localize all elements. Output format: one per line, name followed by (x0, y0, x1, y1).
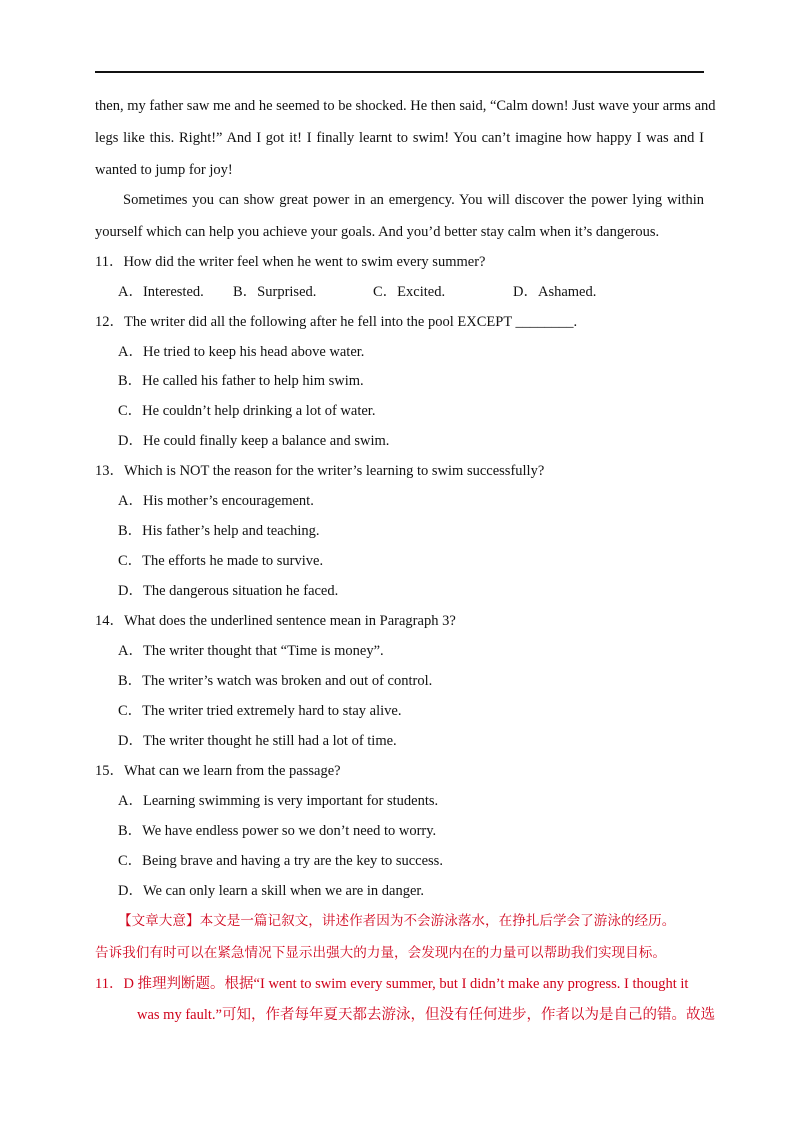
summary-text-1: 本文是一篇记叙文，讲述作者因为不会游泳落水，在挣扎后学会了游泳的经历。 (199, 913, 676, 929)
question-13-stem: 13．Which is NOT the reason for the writer’s learning to swim successfully? (95, 463, 545, 479)
passage-line-1: then, my father saw me and he seemed to be shocked. He then said, “Calm down! Just wave your arms and (95, 98, 716, 114)
question-13-option-b[interactable]: B．His father’s help and teaching. (118, 523, 320, 539)
option-b[interactable]: B．Surprised. (233, 284, 317, 300)
question-12-option-b[interactable]: B．He called his father to help him swim. (118, 373, 364, 389)
question-13-option-d[interactable]: D．The dangerous situation he faced. (118, 583, 339, 599)
option-d[interactable]: D．Ashamed. (513, 284, 597, 300)
question-11-stem: 11．How did the writer feel when he went to swim every summer? (95, 254, 486, 270)
passage-line-3: wanted to jump for joy! (95, 162, 233, 178)
option-a[interactable]: A．Interested. (118, 284, 204, 300)
question-12-stem: 12．The writer did all the following after he fell into the pool EXCEPT ________. (95, 314, 578, 330)
question-14-stem: 14．What does the underlined sentence mean in Paragraph 3? (95, 613, 456, 629)
summary-tag: 【文章大意】 (118, 913, 200, 929)
question-15-option-a[interactable]: A．Learning swimming is very important for students. (118, 793, 439, 809)
question-14-option-c[interactable]: C．The writer tried extremely hard to stay alive. (118, 703, 402, 719)
question-14-option-b[interactable]: B．The writer’s watch was broken and out of control. (118, 673, 433, 689)
question-15-stem: 15．What can we learn from the passage? (95, 763, 341, 779)
question-15-option-c[interactable]: C．Being brave and having a try are the key to success. (118, 853, 443, 869)
passage-line-5: yourself which can help you achieve your goals. And you’d better stay calm when it’s dangerous. (95, 224, 660, 240)
header-rule (95, 71, 704, 73)
question-14-option-a[interactable]: A．The writer thought that “Time is money”. (118, 643, 384, 659)
question-14-option-d[interactable]: D．The writer thought he still had a lot of time. (118, 733, 397, 749)
question-12-option-a[interactable]: A．He tried to keep his head above water. (118, 344, 365, 360)
summary-line-1 (118, 911, 704, 931)
answer-11-line-1: 11．D 推理判断题。根据“I went to swim every summer, but I didn’t make any progress. I thought it (95, 976, 689, 992)
question-13-option-c[interactable]: C．The efforts he made to survive. (118, 553, 324, 569)
question-15-option-d[interactable]: D．We can only learn a skill when we are in danger. (118, 883, 425, 899)
question-12-option-c[interactable]: C．He couldn’t help drinking a lot of water. (118, 403, 376, 419)
answer-11-line-2: was my fault.”可知，作者每年夏天都去游泳，但没有任何进步，作者以为是自己的错。故选 (137, 1007, 715, 1023)
passage-line-2: legs like this. Right!” And I got it! I finally learnt to swim! You can’t imagine how happy I was and I (95, 130, 704, 146)
passage-line-4: Sometimes you can show great power in an emergency. You will discover the power lying within (123, 192, 704, 208)
summary-line-2: 告诉我们有时可以在紧急情况下显示出强大的力量，会发现内在的力量可以帮助我们实现目标。 (95, 945, 666, 961)
question-12-option-d[interactable]: D．He could finally keep a balance and swim. (118, 433, 390, 449)
question-15-option-b[interactable]: B．We have endless power so we don’t need to worry. (118, 823, 437, 839)
question-13-option-a[interactable]: A．His mother’s encouragement. (118, 493, 314, 509)
option-c[interactable]: C．Excited. (373, 284, 446, 300)
